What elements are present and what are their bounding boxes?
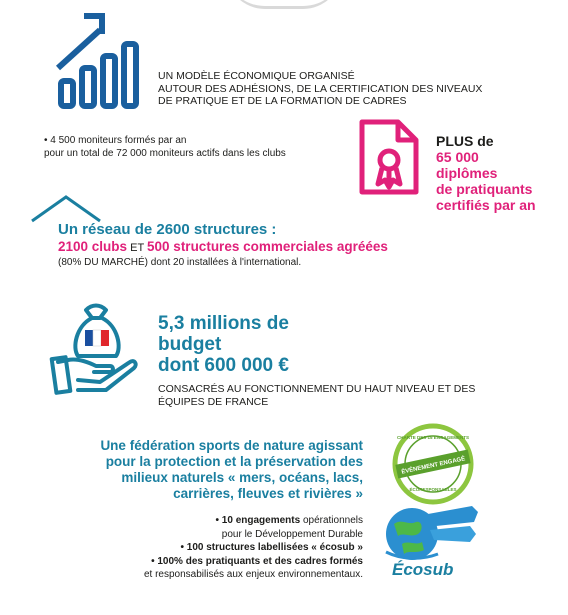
network-commercial: 500 structures commerciales agréées	[147, 239, 388, 254]
economic-line-2: AUTOUR DES ADHÉSIONS, DE LA CERTIFICATION DES NIVEAUX	[158, 82, 483, 95]
commitment-c: • 100 structures labellisées « écosub »	[180, 542, 363, 553]
commitment-d: • 100% des pratiquants et des cadres formés	[151, 555, 363, 567]
nature-line-2: pour la protection et la préservation des	[105, 454, 363, 469]
diplomas-line-3: certifiés par an	[436, 197, 536, 213]
ecosub-logo-text: Écosub	[392, 560, 454, 579]
budget-line-2: budget	[158, 334, 222, 355]
top-arc-decoration	[226, 0, 342, 9]
budget-desc-1: CONSACRÉS AU FONCTIONNEMENT DU HAUT NIVEAU ET DES	[158, 383, 476, 395]
diplomas-plus-de: PLUS de	[436, 133, 494, 149]
diplomas-line-1: diplômes	[436, 165, 498, 181]
ecosub-badge-icon	[392, 423, 474, 505]
instructors-line-1: • 4 500 moniteurs formés par an	[44, 135, 187, 146]
nature-line-3: milieux naturels « mers, océans, lacs,	[121, 470, 363, 485]
network-clubs: 2100 clubs	[58, 239, 128, 254]
badge-ring-top: CHARTE DES 15 ENGAGEMENTS	[396, 435, 470, 440]
nature-line-4: carrières, fleuves et rivières »	[173, 486, 363, 501]
network-market-caps: (80% DU MARCHÉ)	[58, 257, 149, 268]
instructors-line-2: pour un total de 72 000 moniteurs actifs dans les clubs	[44, 147, 286, 159]
badge-ribbon-text: ÉVÉNEMENT ENGAGÉ	[400, 456, 466, 476]
budget-line-3: dont 600 000 €	[158, 355, 289, 376]
nature-line-1: Une fédération sports de nature agissant	[100, 438, 363, 453]
diplomas-count: 65 000	[436, 149, 479, 165]
badge-ring-bottom: ÉCORESPONSABLES	[409, 487, 457, 492]
diplomas-line-2: de pratiquants	[436, 181, 533, 197]
commitment-e: et responsabilisés aux enjeux environnementaux.	[143, 569, 363, 580]
certificate-icon	[358, 118, 420, 196]
network-et: ET	[127, 242, 148, 254]
budget-desc-2: ÉQUIPES DE FRANCE	[158, 395, 269, 408]
commitment-a-bold: • 10 engagements	[215, 515, 301, 526]
economic-line-3: DE PRATIQUE ET DE LA FORMATION DE CADRES	[158, 95, 407, 107]
commitment-a-rest: opérationnels	[300, 515, 363, 526]
economic-line-1: UN MODÈLE ÉCONOMIQUE ORGANISÉ	[158, 70, 355, 82]
money-bag-hand-icon	[48, 300, 143, 395]
commitment-b: pour le Développement Durable	[221, 528, 363, 540]
network-title: Un réseau de 2600 structures :	[58, 221, 277, 238]
growth-chart-icon	[52, 10, 144, 110]
budget-line-1: 5,3 millions de	[158, 313, 289, 334]
network-market-rest: dont 20 installées à l'international.	[148, 257, 302, 268]
